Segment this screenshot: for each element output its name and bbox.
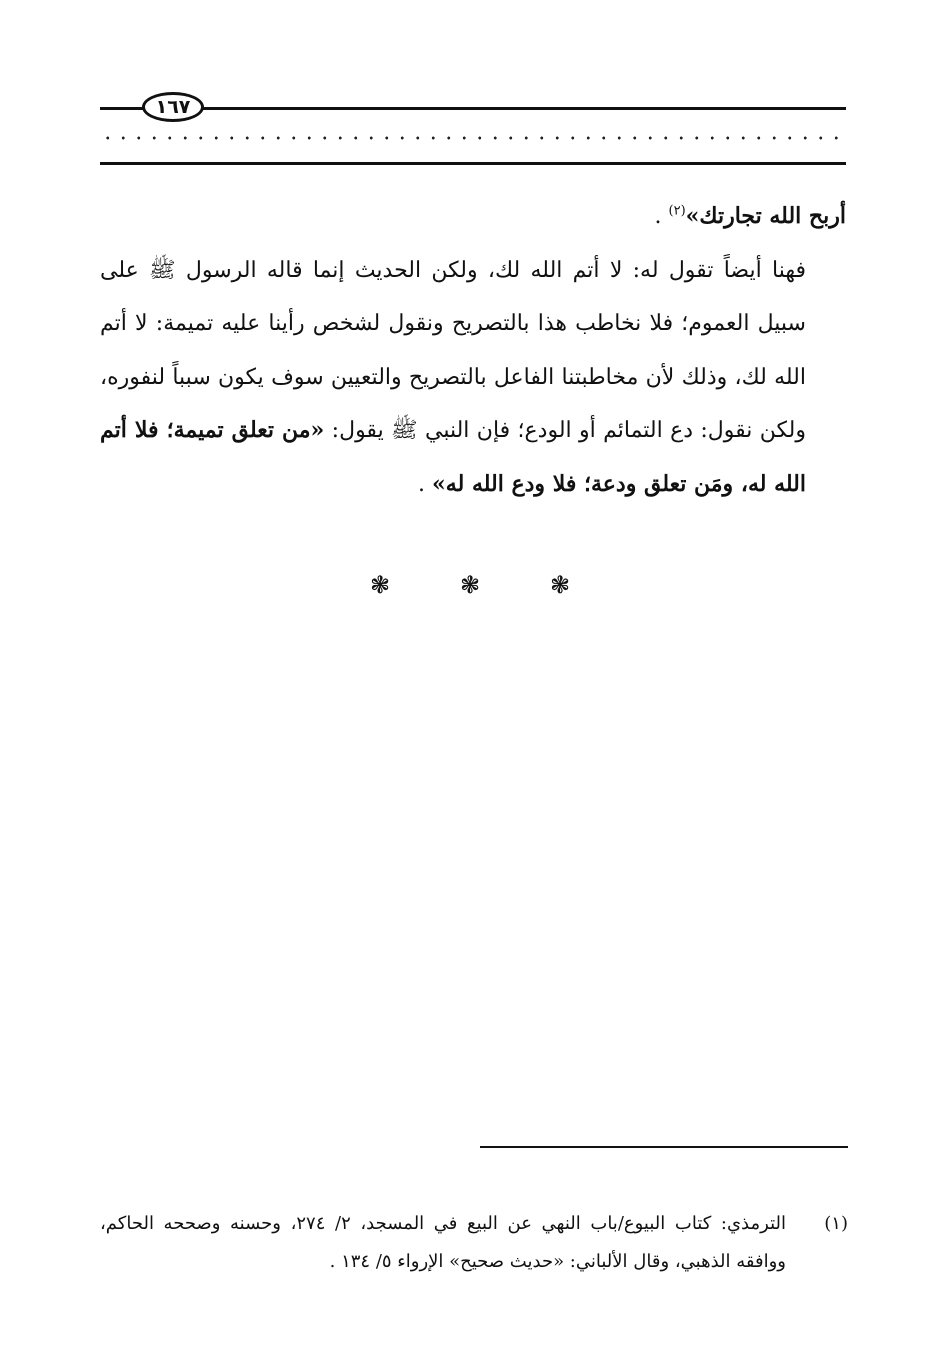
section-separator <box>360 565 580 605</box>
header-bottom-rule <box>100 162 846 165</box>
hadith-quote: «من تعلق تميمة؛ فلا أتم الله له، ومَن تعلق ودعة؛ فلا ودع الله له» <box>100 417 806 497</box>
footnotes <box>100 1205 848 1281</box>
quote-ending-punct: . <box>654 204 669 229</box>
star-ornament-icon: ❃ <box>459 571 481 599</box>
dotted-divider <box>100 136 846 140</box>
page-header <box>100 86 846 176</box>
main-text <box>100 190 846 511</box>
continuation-line <box>100 190 846 244</box>
paragraph-text: فهنا أيضاً تقول له: لا أتم الله لك، ولكن الحديث إنما قاله الرسول ﷺ على سبيل العموم؛ فلا نخاطب هذا بالتصريح ونقول لشخص رأينا عليه تميمة: لا أتم الله لك، وذلك لأن مخاطبتنا الفاعل بالتصريح والتعيين سوف يكون سبباً لنفوره، ولكن نقول: دع التمائم أو الودع؛ فإن النبي ﷺ يقول: <box>100 257 806 443</box>
footnote <box>100 1205 848 1281</box>
hadith-punct: . <box>418 471 433 497</box>
star-ornament-icon: ❃ <box>369 571 391 599</box>
footnote-text: الترمذي: كتاب البيوع/باب النهي عن البيع في المسجد، ٢/ ٢٧٤، وحسنه وصححه الحاكم، ووافقه الذهبي، وقال الألباني: «حديث صحيح» الإرواء ٥/ ١٣٤ . <box>100 1213 786 1272</box>
page-number: ١٦٧ <box>142 92 204 122</box>
star-ornament-icon: ❃ <box>549 571 571 599</box>
footnote-rule <box>480 1146 848 1148</box>
quote-ending: أربح الله تجارتك» <box>685 203 846 229</box>
footnote-number: (١) <box>824 1213 848 1234</box>
header-top-rule <box>100 107 846 110</box>
footnote-ref: (٢) <box>668 203 686 219</box>
paragraph <box>100 244 846 512</box>
